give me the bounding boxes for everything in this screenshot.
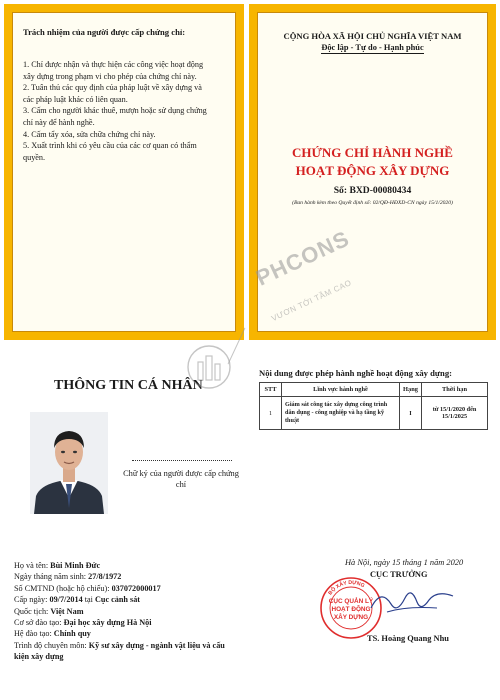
column-header-duration: Thời hạn	[422, 383, 488, 397]
field-value: 037072000017	[111, 583, 161, 593]
field-label: Họ và tên:	[14, 561, 51, 570]
stamp-text-bottom: XÂY DỰNG	[333, 614, 369, 621]
field-value: Cục cảnh sát	[94, 595, 141, 605]
certificate-number: Số: BXD-00080434	[333, 185, 412, 196]
watermark-slogan: VƯƠN TỚI TẦM CAO	[270, 278, 353, 324]
signature-label: Chữ ký của người được cấp chứng chỉ	[123, 469, 239, 489]
personal-info-title: THÔNG TIN CÁ NHÂN	[54, 378, 203, 393]
field-label: Hệ đào tạo:	[14, 629, 54, 639]
certificate-cover-card	[257, 12, 488, 332]
motto-text: Độc lập - Tự do - Hạnh phúc	[321, 43, 424, 52]
field-label: Quốc tịch:	[14, 606, 51, 616]
field-id-number	[14, 583, 238, 594]
field-institution	[14, 617, 238, 628]
column-header-grade: Hạng	[400, 383, 422, 397]
field-birth-date	[14, 571, 238, 582]
field-training-type	[14, 628, 238, 639]
certificate-cover-panel	[249, 4, 496, 340]
watermark-logo-icon	[186, 344, 232, 390]
field-value: Chính quy	[53, 629, 91, 639]
responsibility-item: 5. Xuất trình khi có yêu cầu của các cơ quan có thẩm quyền.	[23, 141, 197, 162]
cell-grade: I	[400, 397, 422, 430]
field-label: Trình độ chuyên môn:	[14, 640, 89, 650]
cell-stt: 1	[260, 397, 282, 430]
responsibilities-list	[23, 59, 213, 163]
field-label: Ngày tháng năm sinh:	[14, 572, 89, 582]
responsibility-item: 1. Chỉ được nhận và thực hiện các công việc hoạt động xây dựng trong phạm vi cho phép của chứng chỉ này.	[23, 60, 204, 81]
field-qualification	[14, 640, 238, 663]
motto	[258, 43, 487, 52]
field-value: Đại học xây dựng Hà Nội	[63, 618, 152, 628]
responsibilities-title: Trách nhiệm của người được cấp chứng chỉ:	[23, 27, 186, 37]
field-full-name	[14, 560, 238, 571]
responsibilities-panel	[4, 4, 244, 340]
signature-line	[132, 460, 232, 461]
table-row	[260, 397, 488, 430]
signature-scribble-icon	[367, 578, 457, 626]
permits-table	[259, 382, 488, 430]
portrait-photo	[30, 412, 108, 514]
field-value: Việt Nam	[50, 606, 84, 616]
column-header-field: Lĩnh vực hành nghề	[282, 383, 400, 397]
field-value: Bùi Minh Đức	[50, 561, 101, 570]
responsibility-item: 3. Cấm cho người khác thuê, mượn hoặc sử dụng chứng chỉ này để hành nghề.	[23, 106, 207, 127]
cell-field: Giám sát công tác xây dựng công trình dân dụng - công nghiệp và hạ tầng kỹ thuật	[282, 397, 400, 430]
stamp-text-top: CỤC QUẢN LÝ	[328, 598, 374, 605]
responsibility-item: 2. Tuân thủ các quy định của pháp luật về xây dựng và các pháp luật khác có liên quan.	[23, 83, 202, 104]
field-value: Kỹ sư xây dựng - ngành vật liệu và cấu kiện xây dựng	[14, 640, 225, 662]
cell-duration: từ 15/1/2020 đến 15/1/2025	[422, 397, 488, 430]
stamp-text-mid: HOẠT ĐỘNG	[331, 606, 371, 613]
certificate-title-line2: HOẠT ĐỘNG XÂY DỰNG	[295, 163, 450, 178]
personal-info-panel	[4, 346, 244, 696]
field-value: 09/7/2014	[49, 595, 83, 605]
responsibilities-card	[12, 12, 236, 332]
table-header-row	[260, 383, 488, 397]
stamp-ring-text: BỘ XÂY DỰNG	[327, 579, 366, 597]
column-header-stt: STT	[260, 383, 282, 397]
field-label: Số CMTND (hoặc hộ chiếu):	[14, 583, 112, 593]
field-issue-date	[14, 594, 238, 605]
responsibility-item: 4. Cấm tẩy xóa, sửa chữa chứng chỉ này.	[23, 129, 156, 139]
field-label: Cấp ngày:	[14, 595, 50, 605]
field-value: 27/8/1972	[88, 572, 122, 582]
department-head-title: CỤC TRƯỞNG	[370, 570, 428, 579]
field-label: tại	[82, 595, 95, 605]
svg-text:BỘ XÂY DỰNG	[327, 580, 365, 596]
permits-title: Nội dung được phép hành nghề hoạt động xây dựng:	[259, 368, 452, 378]
field-label: Cơ sở đào tạo:	[14, 618, 64, 628]
place-date: Hà Nội, ngày 15 tháng 1 năm 2020	[345, 558, 464, 567]
personal-fields	[14, 560, 238, 663]
portrait-figure-icon	[30, 412, 108, 514]
issued-note: (Ban hành kèm theo Quyết định số: 02/QĐ-HĐXD-CN ngày 15/1/2020)	[292, 200, 453, 206]
certificate-title-line1: CHỨNG CHỈ HÀNH NGHỀ	[292, 145, 453, 160]
signer-name: TS. Hoàng Quang Nhu	[367, 634, 449, 643]
field-nationality	[14, 606, 238, 617]
watermark-brand: PHCONS	[252, 225, 354, 291]
nation-heading: CỘNG HÒA XÃ HỘI CHỦ NGHĨA VIỆT NAM	[283, 31, 462, 41]
permits-panel	[249, 346, 496, 696]
